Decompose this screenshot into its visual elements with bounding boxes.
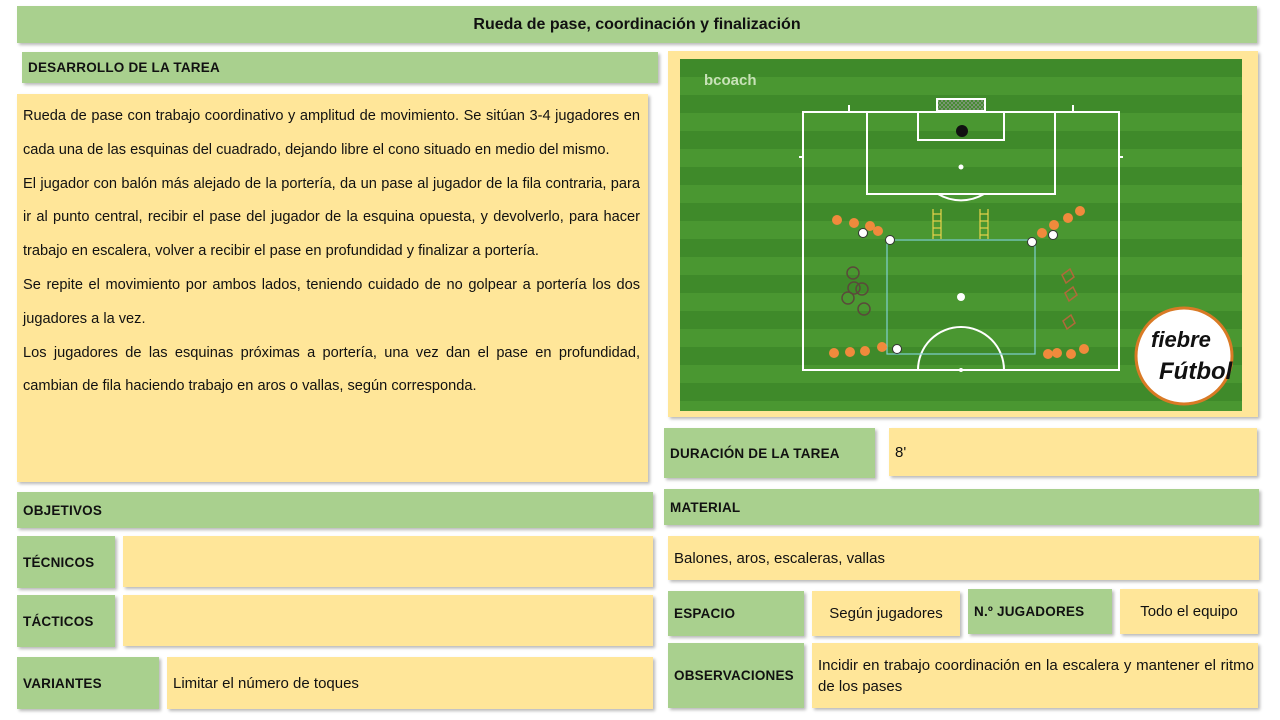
description-paragraph-2: El jugador con balón más alejado de la portería, da un pase al jugador de la fila contraria, para ir al punto central, recibir el pase del jugador de la esquina opuesta, y devolverlo, para hacer trabajo en escalera, volver a recibir el pase en profundidad y finalizar a portería. <box>23 175 640 260</box>
desarrollo-header: DESARROLLO DE LA TAREA <box>22 52 658 83</box>
penalty-spot <box>959 165 964 170</box>
ball-dark <box>956 125 968 137</box>
tacticos-label: TÁCTICOS <box>17 595 115 647</box>
jugadores-value: Todo el equipo <box>1120 589 1258 634</box>
observaciones-value: Incidir en trabajo coordinación en la escalera y mantener el ritmo de los pases <box>812 643 1258 708</box>
central-point <box>957 293 965 301</box>
duracion-label: DURACIÓN DE LA TAREA <box>664 428 875 478</box>
svg-text:fiebre: fiebre <box>1151 327 1211 352</box>
duracion-value: 8' <box>889 428 1257 476</box>
fiebre-futbol-logo <box>1136 308 1234 404</box>
variantes-value: Limitar el número de toques <box>167 657 653 709</box>
tecnicos-label: TÉCNICOS <box>17 536 115 588</box>
material-label: MATERIAL <box>664 489 1259 525</box>
description-paragraph-3: Se repite el movimiento por ambos lados, teniendo cuidado de no golpear a portería los dos jugadores a la vez. <box>23 276 640 327</box>
bcoach-watermark: bcoach <box>704 72 757 89</box>
observaciones-label: OBSERVACIONES <box>668 643 804 708</box>
task-description <box>17 94 648 482</box>
page-title: Rueda de pase, coordinación y finalización <box>17 6 1257 43</box>
objetivos-header: OBJETIVOS <box>17 492 653 528</box>
variantes-label: VARIANTES <box>17 657 159 709</box>
svg-text:Fútbol: Fútbol <box>1159 358 1233 385</box>
espacio-label: ESPACIO <box>668 591 804 636</box>
goal <box>937 99 985 111</box>
description-paragraph-4: Los jugadores de las esquinas próximas a portería, una vez dan el pase en profundidad, cambian de fila haciendo trabajo en aros o vallas, según corresponda. <box>23 344 640 395</box>
jugadores-label: N.º JUGADORES <box>968 589 1112 634</box>
description-paragraph-1: Rueda de pase con trabajo coordinativo y amplitud de movimiento. Se sitúan 3-4 jugadores en cada una de las esquinas del cuadrado, dejando libre el cono situado en medio del mismo. <box>23 108 640 158</box>
tecnicos-value <box>123 536 653 587</box>
center-spot <box>959 368 963 372</box>
material-value: Balones, aros, escaleras, vallas <box>668 536 1259 580</box>
pitch-svg <box>680 59 1242 411</box>
tacticos-value <box>123 595 653 646</box>
espacio-value: Según jugadores <box>812 591 960 636</box>
pitch-diagram <box>680 59 1242 411</box>
